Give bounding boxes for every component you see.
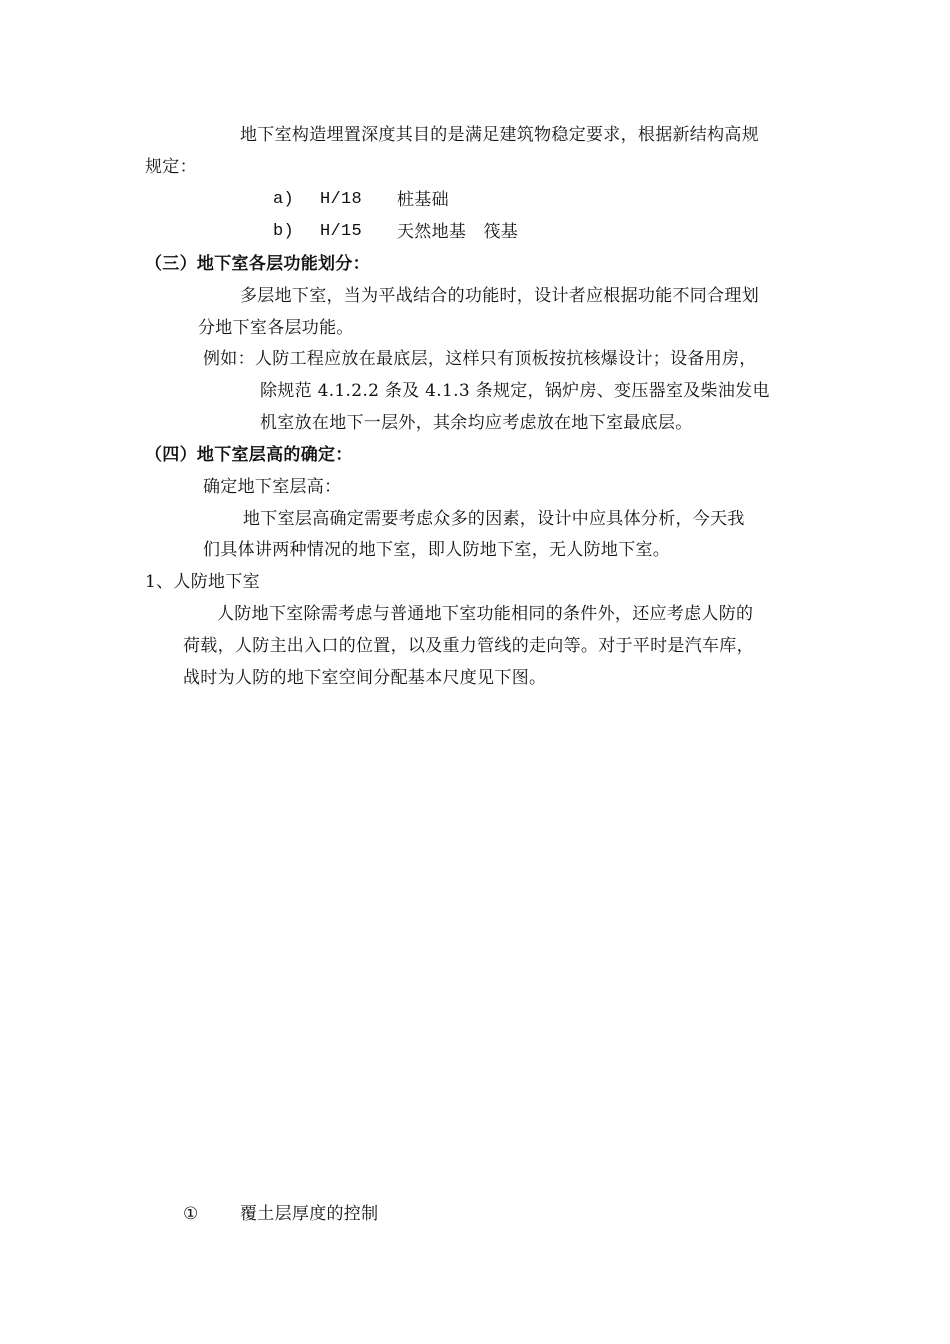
section-3-example-line-3: 机室放在地下一层外，其余均应考虑放在地下室最底层。	[260, 413, 693, 433]
item-1-title: 1、人防地下室	[145, 572, 260, 592]
section-4-sub: 确定地下室层高：	[203, 477, 342, 497]
list-item-b-text: 天然地基 筏基	[397, 222, 519, 242]
item-1-line-1: 人防地下室除需考虑与普通地下室功能相同的条件外，还应考虑人防的	[217, 604, 754, 624]
footer-item-text: 覆土层厚度的控制	[240, 1204, 379, 1224]
section-4-para-line-2: 们具体讲两种情况的地下室，即人防地下室，无人防地下室。	[203, 540, 671, 560]
list-item-b-marker: b)	[273, 222, 295, 241]
section-4-para-line-1: 地下室层高确定需要考虑众多的因素，设计中应具体分析，今天我	[243, 509, 745, 529]
section-4-heading: （四）地下室层高的确定：	[145, 445, 353, 465]
list-item-a-marker: a)	[273, 190, 295, 209]
section-3-para-line-2: 分地下室各层功能。	[198, 318, 354, 338]
item-1-line-3: 战时为人防的地下室空间分配基本尺度见下图。	[183, 668, 547, 688]
item-1-line-2: 荷载，人防主出入口的位置，以及重力管线的走向等。对于平时是汽车库，	[183, 636, 754, 656]
section-3-example-line-1: 例如：人防工程应放在最底层，这样只有顶板按抗核爆设计；设备用房，	[203, 349, 757, 369]
section-3-para-line-1: 多层地下室，当为平战结合的功能时，设计者应根据功能不同合理划	[240, 286, 759, 306]
section-3-heading: （三）地下室各层功能划分：	[145, 254, 370, 274]
list-item-b-ratio: H/15	[320, 222, 363, 241]
intro-line-2: 规定：	[145, 157, 197, 177]
list-item-a-ratio: H/18	[320, 190, 363, 209]
footer-item-marker: ①	[183, 1204, 199, 1224]
section-3-example-line-2: 除规范 4.1.2.2 条及 4.1.3 条规定，锅炉房、变压器室及柴油发电	[260, 381, 770, 401]
intro-line-1: 地下室构造埋置深度其目的是满足建筑物稳定要求，根据新结构高规	[240, 125, 759, 145]
list-item-a-text: 桩基础	[397, 190, 449, 210]
